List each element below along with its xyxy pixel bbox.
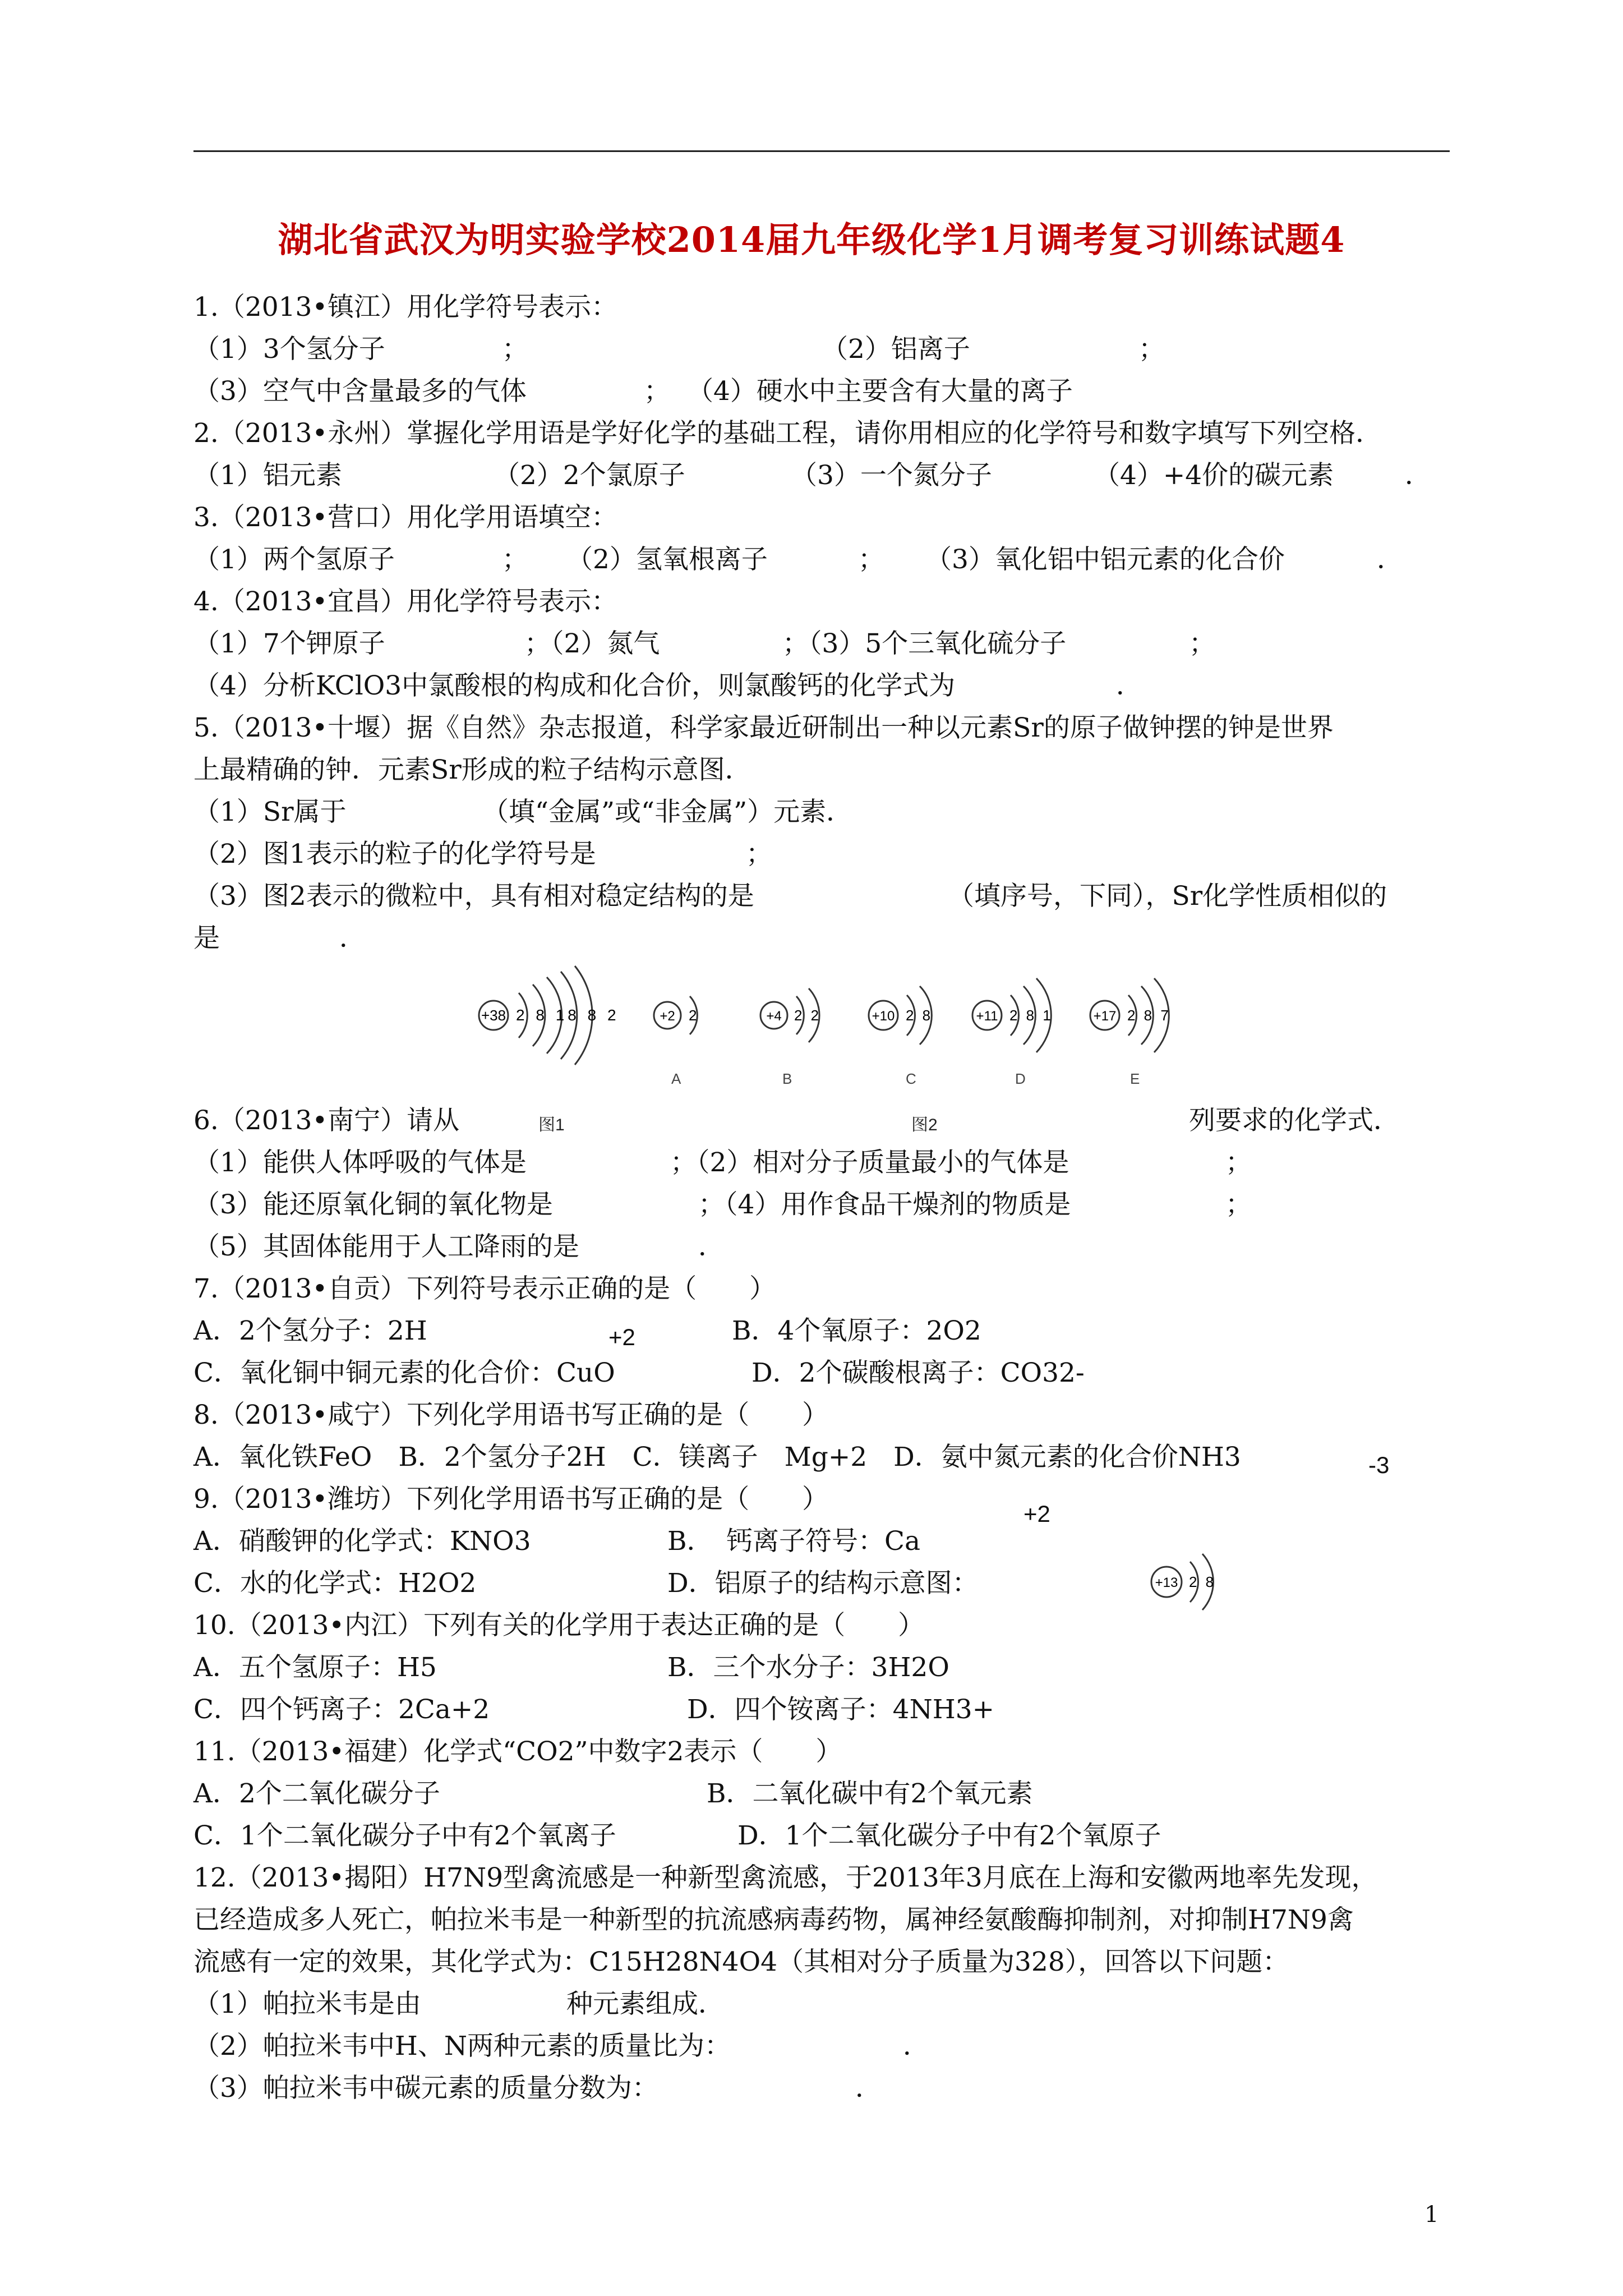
atom-b-diagram bbox=[760, 988, 821, 1042]
svg-text:+10: +10 bbox=[872, 1009, 895, 1024]
q7-stem: 7.（2013•自贡）下列符号表示正确的是（ ） bbox=[193, 1273, 776, 1304]
q9-option-a: A．硝酸钾的化学式：KNO3 bbox=[193, 1526, 531, 1557]
svg-text:2 2: 2 2 bbox=[794, 1007, 822, 1024]
q5-stem-line2: 上最精确的钟．元素Sr形成的粒子结构示意图． bbox=[193, 754, 751, 785]
q6-stem-end: 列要求的化学式． bbox=[1189, 1105, 1400, 1136]
q3-sep2: ； bbox=[858, 544, 884, 575]
atom-e-label: E bbox=[1130, 1070, 1140, 1087]
q10-option-d: D．四个铵离子：4NH3+ bbox=[687, 1694, 994, 1725]
q12-stem-line1: 12.（2013•揭阳）H7N9型禽流感是一种新型禽流感，于2013年3月底在上海和安徽两地率先发现， bbox=[193, 1862, 1378, 1893]
q1-item4: （4）硬水中主要含有大量的离子 bbox=[687, 376, 1073, 407]
q2-item1: （1）铝元素 bbox=[193, 460, 342, 491]
q1-item3: （3）空气中含量最多的气体 bbox=[193, 376, 527, 407]
svg-text:+13: +13 bbox=[1155, 1575, 1178, 1590]
q12-item2: （2）帕拉米韦中H、N两种元素的质量比为： bbox=[193, 2031, 731, 2062]
svg-text:2 8: 2 8 bbox=[906, 1007, 933, 1024]
q7-option-d: D．2个碳酸根离子：CO32- bbox=[751, 1358, 1085, 1388]
q1-stem: 1.（2013•镇江）用化学符号表示： bbox=[193, 292, 618, 323]
q4-item1: （1）7个钾原子 bbox=[193, 628, 385, 659]
q6-item5: （5）其固体能用于人工降雨的是 bbox=[193, 1231, 579, 1262]
q5-item1: （1）Sr属于 bbox=[193, 797, 347, 827]
svg-text:2: 2 bbox=[689, 1007, 697, 1024]
atom-a-diagram bbox=[654, 996, 697, 1034]
atomic-structure-diagram bbox=[449, 942, 1206, 1088]
q7-superscript: +2 bbox=[608, 1324, 635, 1350]
q5-item1-hint: （填“金属”或“非金属”）元素． bbox=[482, 797, 853, 827]
q6-item4: ；（4）用作食品干燥剂的物质是 bbox=[698, 1189, 1071, 1220]
page-number: 1 bbox=[1424, 2202, 1439, 2228]
q2-stem: 2.（2013•永州）掌握化学用语是学好化学的基础工程，请你用相应的化学符号和数字填写下列空格． bbox=[193, 418, 1382, 449]
q12-stem-line3: 流感有一定的效果，其化学式为：C15H28N4O4（其相对分子质量为328），回答以下问题： bbox=[193, 1947, 1289, 1977]
q6-item2: ；（2）相对分子质量最小的气体是 bbox=[670, 1147, 1069, 1178]
q6-item3: （3）能还原氧化铜的氧化物是 bbox=[193, 1189, 553, 1220]
q10-option-c: C．四个钙离子：2Ca+2 bbox=[193, 1694, 490, 1725]
aluminum-atom-diagram bbox=[1133, 1537, 1245, 1627]
q12-item3-end: ． bbox=[855, 2073, 882, 2104]
q5-item2-end: ； bbox=[746, 839, 772, 869]
q6-item1: （1）能供人体呼吸的气体是 bbox=[193, 1147, 527, 1178]
q12-stem-line2: 已经造成多人死亡，帕拉米韦是一种新型的抗流感病毒药物，属神经氨酸酶抑制剂，对抑制H7N9禽 bbox=[193, 1904, 1354, 1935]
q2-item3: （3）一个氮分子 bbox=[791, 460, 992, 491]
q2-end: ． bbox=[1405, 460, 1431, 491]
q6-item5-end: ． bbox=[698, 1231, 725, 1262]
figure-1-caption: 图1 bbox=[538, 1116, 565, 1134]
q3-sep1: ； bbox=[502, 544, 528, 575]
q9-superscript: +2 bbox=[1023, 1501, 1050, 1527]
figure-2-caption: 图2 bbox=[911, 1116, 938, 1134]
q5-stem-line1: 5.（2013•十堰）据《自然》杂志报道，科学家最近研制出一种以元素Sr的原子做钟摆的钟是世界 bbox=[193, 712, 1334, 743]
q9-option-b: B． 钙离子符号：Ca bbox=[667, 1526, 921, 1557]
svg-text:+38: +38 bbox=[481, 1007, 506, 1024]
q1-sep2: ； bbox=[1138, 334, 1165, 365]
q2-item2: （2）2个氯原子 bbox=[494, 460, 685, 491]
atom-d-diagram bbox=[972, 978, 1053, 1052]
atom-b-label: B bbox=[782, 1070, 792, 1087]
q11-option-b: B．二氧化碳中有2个氧元素 bbox=[707, 1778, 1033, 1809]
atom-c-label: C bbox=[906, 1070, 916, 1087]
q12-item1: （1）帕拉米韦是由 bbox=[193, 1989, 421, 2019]
atom-e-diagram bbox=[1090, 978, 1171, 1052]
q10-option-b: B．三个水分子：3H2O bbox=[667, 1652, 949, 1683]
q8-options: A．氧化铁FeO B．2个氢分子2H C．镁离子 Mg+2 D．氨中氮元素的化合价NH3 bbox=[193, 1442, 1241, 1473]
q12-item2-end: ． bbox=[903, 2031, 929, 2062]
svg-text:2 8: 2 8 bbox=[1189, 1573, 1216, 1590]
svg-text:+17: +17 bbox=[1093, 1009, 1117, 1024]
svg-text:2 8 1: 2 8 1 bbox=[1009, 1007, 1053, 1024]
q3-end: ． bbox=[1377, 544, 1403, 575]
svg-text:2 8 7: 2 8 7 bbox=[1127, 1007, 1171, 1024]
q9-option-c: C．水的化学式：H2O2 bbox=[193, 1568, 477, 1599]
svg-text:+2: +2 bbox=[660, 1009, 675, 1024]
q7-option-b: B．4个氧原子：2O2 bbox=[732, 1315, 981, 1346]
q5-item3: （3）图2表示的微粒中，具有相对稳定结构的是 bbox=[193, 881, 754, 912]
q4-sep3: ； bbox=[1189, 628, 1215, 659]
q12-item1-cont: 种元素组成． bbox=[566, 1989, 725, 2019]
q6-item2-end: ； bbox=[1225, 1147, 1252, 1178]
q11-option-a: A．2个二氧化碳分子 bbox=[193, 1778, 440, 1809]
q3-item1: （1）两个氢原子 bbox=[193, 544, 395, 575]
q4-end: ． bbox=[1116, 670, 1142, 701]
svg-text:+11: +11 bbox=[976, 1009, 998, 1024]
q3-stem: 3.（2013•营口）用化学用语填空： bbox=[193, 502, 618, 533]
q4-stem: 4.（2013•宜昌）用化学符号表示： bbox=[193, 586, 618, 617]
q4-item4: （4）分析KClO3中氯酸根的构成和化合价，则氯酸钙的化学式为 bbox=[193, 670, 956, 701]
q8-stem: 8.（2013•咸宁）下列化学用语书写正确的是（ ） bbox=[193, 1400, 829, 1430]
q3-item2: （2）氢氧根离子 bbox=[566, 544, 768, 575]
q1-sep3: ； bbox=[644, 376, 670, 407]
q5-item3-cont: 是 bbox=[193, 923, 220, 954]
svg-text:+4: +4 bbox=[766, 1009, 782, 1024]
atom-a-label: A bbox=[671, 1070, 681, 1087]
document-title: 湖北省武汉为明实验学校2014届九年级化学1月调考复习训练试题4 bbox=[278, 219, 1345, 260]
q5-item2: （2）图1表示的粒子的化学符号是 bbox=[193, 839, 596, 869]
q6-item4-end: ； bbox=[1225, 1189, 1252, 1220]
q9-option-d: D．铝原子的结构示意图： bbox=[667, 1568, 979, 1599]
q10-option-a: A．五个氢原子：H5 bbox=[193, 1652, 437, 1683]
sr-atom-diagram bbox=[479, 966, 620, 1065]
q1-sep1: ； bbox=[502, 334, 528, 365]
q4-item3: ；（3）5个三氧化硫分子 bbox=[782, 628, 1067, 659]
header-rule bbox=[193, 150, 1450, 152]
q2-item4: （4）+4价的碳元素 bbox=[1094, 460, 1334, 491]
atom-c-diagram bbox=[869, 986, 933, 1045]
q5-item3-hint: （填序号，下同），Sr化学性质相似的 bbox=[948, 881, 1387, 912]
q4-item2: ；（2）氮气 bbox=[524, 628, 660, 659]
q9-stem: 9.（2013•潍坊）下列化学用语书写正确的是（ ） bbox=[193, 1484, 829, 1515]
q1-item1: （1）3个氢分子 bbox=[193, 334, 385, 365]
q3-item3: （3）氧化铝中铝元素的化合价 bbox=[925, 544, 1285, 575]
q1-item2: （2）铝离子 bbox=[822, 334, 970, 365]
q11-option-d: D．1个二氧化碳分子中有2个氧原子 bbox=[737, 1820, 1161, 1851]
q12-item3: （3）帕拉米韦中碳元素的质量分数为： bbox=[193, 2073, 658, 2104]
q10-stem: 10.（2013•内江）下列有关的化学用于表达正确的是（ ） bbox=[193, 1610, 925, 1641]
svg-text:2 8 18 8 2: 2 8 18 8 2 bbox=[516, 1006, 620, 1024]
q11-option-c: C．1个二氧化碳分子中有2个氧离子 bbox=[193, 1820, 616, 1851]
q7-option-a: A．2个氢分子：2H bbox=[193, 1315, 427, 1346]
q11-stem: 11.（2013•福建）化学式“CO2”中数字2表示（ ） bbox=[193, 1736, 842, 1767]
q5-item3-end: ． bbox=[339, 923, 366, 954]
q6-stem: 6.（2013•南宁）请从 bbox=[193, 1105, 460, 1136]
atom-d-label: D bbox=[1015, 1070, 1026, 1087]
q8-superscript: -3 bbox=[1368, 1452, 1390, 1478]
q7-option-c: C．氧化铜中铜元素的化合价：CuO bbox=[193, 1358, 615, 1388]
